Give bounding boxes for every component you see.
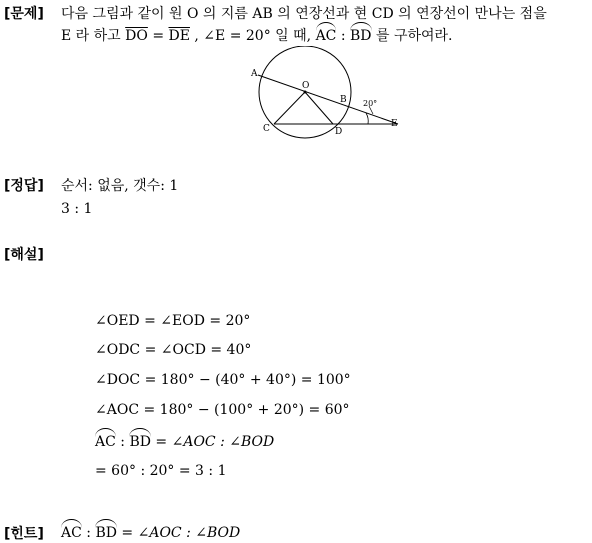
- label-e: E: [391, 119, 398, 129]
- arc-colon: :: [86, 525, 91, 541]
- label-b: B: [340, 95, 347, 105]
- explanation-line-2: ∠ODC = ∠OCD = 40°: [95, 342, 252, 358]
- arc-ac: AC: [61, 525, 82, 541]
- arc-colon: :: [340, 28, 346, 44]
- explanation-line-1: ∠OED = ∠EOD = 20°: [95, 313, 251, 329]
- geometry-figure: [248, 46, 408, 146]
- problem-question-end: 를 구하여라.: [375, 28, 453, 44]
- segment-do: $\overline{DO}$: [125, 28, 148, 44]
- arc-bd: BD: [350, 28, 372, 44]
- equals-sign: =: [152, 28, 165, 44]
- problem-e-text: E 라 하고: [61, 28, 121, 44]
- label-a: A: [251, 69, 258, 79]
- arc-colon: :: [120, 434, 125, 450]
- explanation-line-5: [95, 432, 274, 450]
- label-o: O: [302, 81, 310, 91]
- explanation-line-6: = 60° : 20° = 3 : 1: [95, 463, 227, 479]
- angle-ratio: = ∠AOC : ∠BOD: [155, 434, 275, 450]
- segment-oc: [274, 92, 305, 124]
- arc-bd: BD: [95, 525, 117, 541]
- answer-meta: 순서: 없음, 갯수: 1: [61, 178, 179, 194]
- explanation-tag: [해설]: [4, 247, 44, 263]
- angle-e-mark: [366, 113, 368, 124]
- label-c: C: [263, 124, 270, 134]
- answer-tag: [정답]: [4, 178, 44, 194]
- explanation-line-3: ∠DOC = 180° − (40° + 40°) = 100°: [95, 372, 351, 388]
- problem-line-2: [61, 25, 453, 45]
- hint-tag: [힌트]: [4, 526, 44, 542]
- hint-line: [61, 523, 240, 541]
- label-angle: 20°: [363, 99, 378, 108]
- arc-ac: AC: [315, 28, 337, 44]
- explanation-line-4: ∠AOC = 180° − (100° + 20°) = 60°: [95, 402, 350, 418]
- segment-de: $\overline{DE}$: [168, 28, 190, 44]
- problem-line-1: 다음 그림과 같이 원 O 의 지름 AB 의 연장선과 현 CD 의 연장선이 만나는 점을: [61, 6, 547, 22]
- arc-ac: AC: [95, 434, 116, 450]
- problem-tag: [문제]: [4, 6, 44, 22]
- arc-bd: BD: [129, 434, 151, 450]
- answer-value: 3 : 1: [61, 201, 93, 217]
- angle-condition: , ∠E = 20° 일 때,: [194, 28, 312, 44]
- angle-ratio: = ∠AOC : ∠BOD: [121, 525, 241, 541]
- label-d: D: [335, 127, 343, 137]
